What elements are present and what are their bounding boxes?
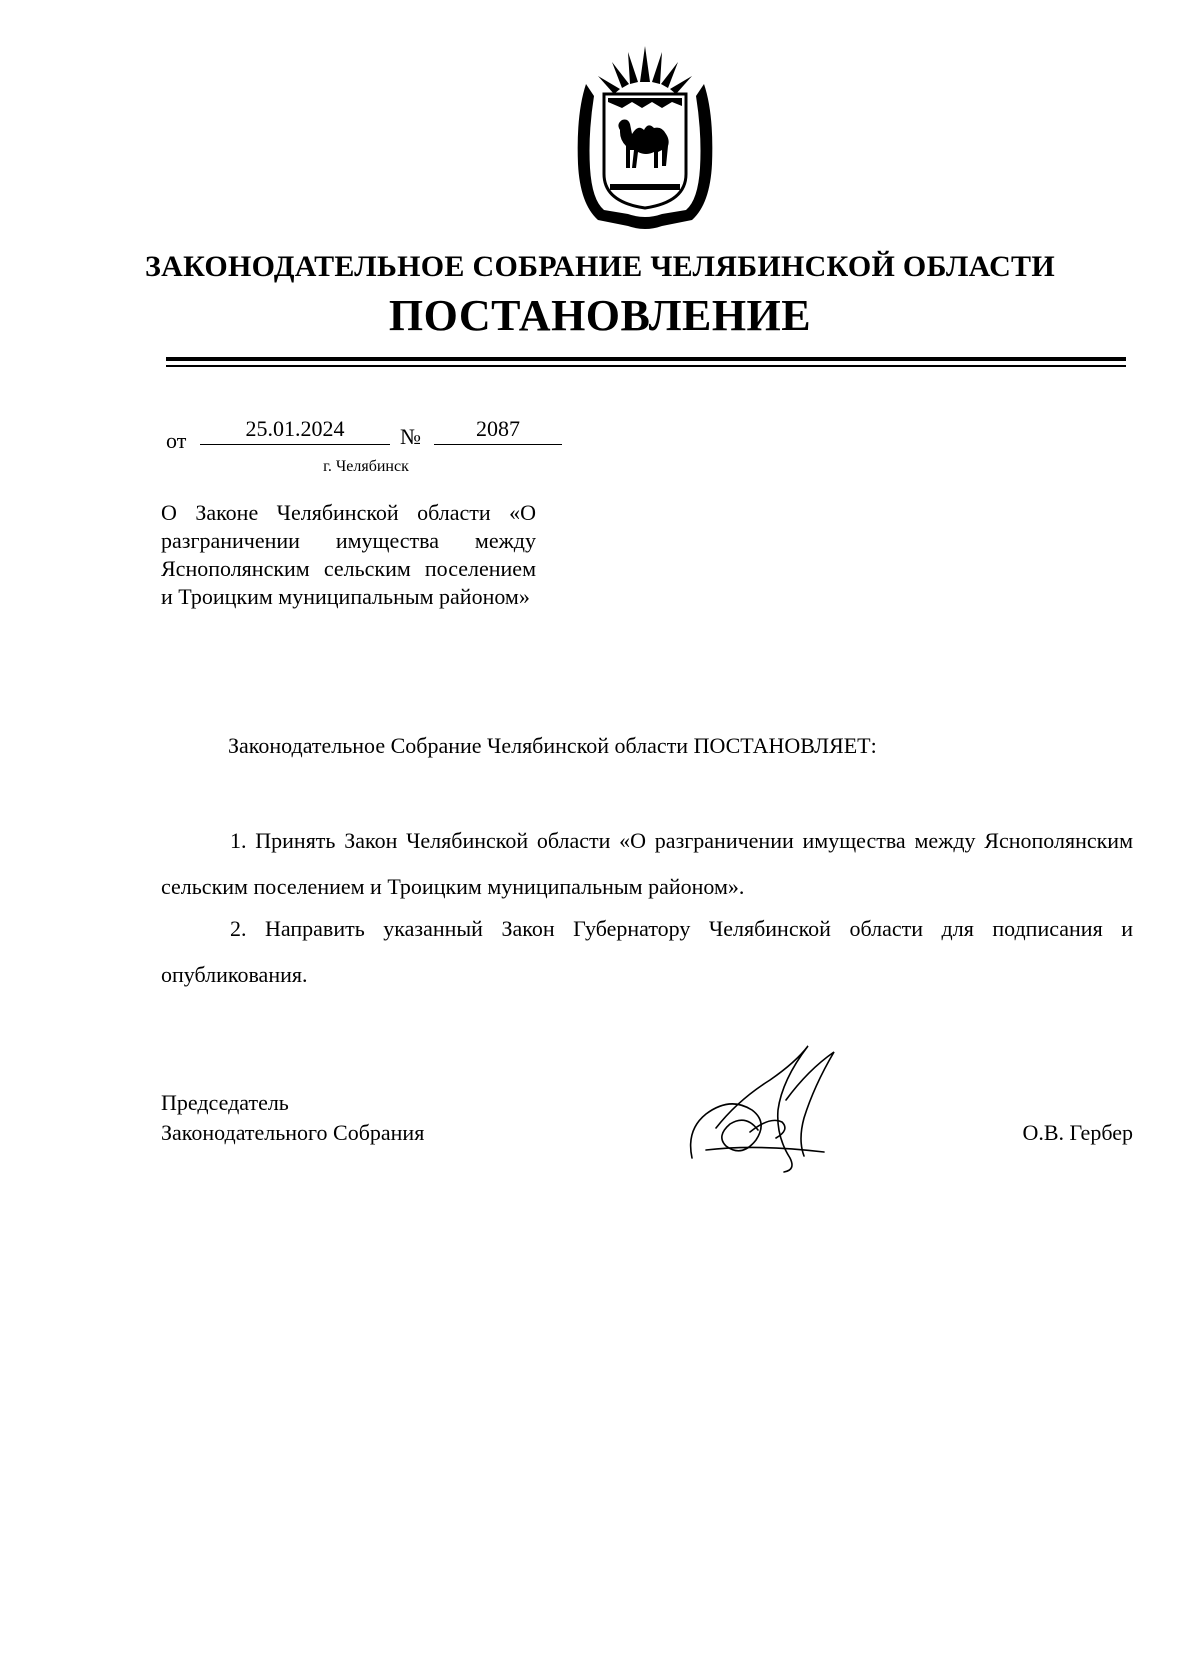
coat-of-arms-icon [568, 44, 722, 232]
organization-title: ЗАКОНОДАТЕЛЬНОЕ СОБРАНИЕ ЧЕЛЯБИНСКОЙ ОБЛАСТИ [145, 250, 1055, 283]
resolution-preamble: Законодательное Собрание Челябинской области ПОСТАНОВЛЯЕТ: [228, 733, 877, 758]
header-rule-thick [166, 357, 1126, 361]
document-type-heading: ПОСТАНОВЛЕНИЕ [388, 291, 812, 340]
handwritten-signature [686, 1040, 846, 1175]
signer-title [161, 1088, 424, 1148]
document-number: 2087 [434, 416, 562, 445]
document-date: 25.01.2024 [200, 416, 390, 445]
document-subject: О Законе Челябинской области «О разграничении имущества между Яснополянским сельским поселением и Троицким муниципальным районом» [161, 500, 536, 609]
resolution-item: 1. Принять Закон Челябинской области «О разграничении имущества между Яснополянским сельским поселением и Троицким муниципальным районом». [161, 828, 1133, 899]
number-sign: № [400, 424, 421, 449]
date-prefix: от [166, 428, 187, 453]
header-rule-thin [166, 365, 1126, 367]
resolution-item: 2. Направить указанный Закон Губернатору Челябинской области для подписания и опубликования. [161, 916, 1133, 987]
signer-title-line: Председатель [161, 1090, 289, 1115]
city-label: г. Челябинск [323, 458, 409, 475]
signer-title-line: Законодательного Собрания [161, 1120, 425, 1145]
signer-name: О.В. Гербер [1022, 1120, 1133, 1145]
